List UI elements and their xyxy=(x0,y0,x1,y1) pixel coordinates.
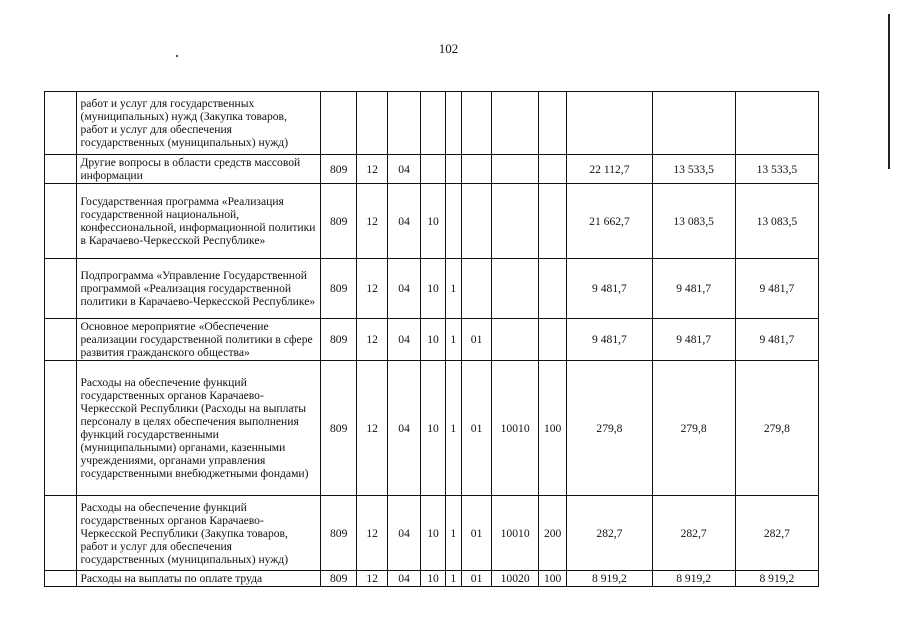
amount-year-1-cell: 279,8 xyxy=(567,361,652,496)
table-row xyxy=(45,496,819,571)
row-name-cell: Основное мероприятие «Обеспечение реализации государственной политики в сфере развития гражданского общества» xyxy=(77,319,320,361)
amount-year-1-cell: 22 112,7 xyxy=(567,155,652,184)
expense-code-cell: 10010 xyxy=(492,496,539,571)
expense-type-code-cell xyxy=(538,184,566,259)
amount-year-3-cell: 279,8 xyxy=(735,361,818,496)
expense-type-code-cell xyxy=(538,155,566,184)
subprogram-code-cell: 1 xyxy=(445,571,461,587)
subsection-code-cell xyxy=(387,92,420,155)
subsection-code-cell: 04 xyxy=(387,259,420,319)
subsection-code-cell: 04 xyxy=(387,496,420,571)
subprogram-code-cell: 1 xyxy=(445,496,461,571)
row-name-cell: Подпрограмма «Управление Государственной программой «Реализация государственной политики в Карачаево-Черкесской Республике» xyxy=(77,259,320,319)
expense-code-cell xyxy=(492,319,539,361)
amount-year-3-cell: 9 481,7 xyxy=(735,259,818,319)
row-name-cell: Другие вопросы в области средств массовой информации xyxy=(77,155,320,184)
section-code-cell xyxy=(357,92,387,155)
expense-code-cell xyxy=(492,92,539,155)
table-row xyxy=(45,92,819,155)
program-code-cell xyxy=(421,155,445,184)
amount-year-2-cell: 279,8 xyxy=(652,361,735,496)
amount-year-2-cell xyxy=(652,92,735,155)
amount-year-2-cell: 13 533,5 xyxy=(652,155,735,184)
page-number: 102 xyxy=(438,41,459,56)
expense-type-code-cell xyxy=(538,319,566,361)
budget-table-body xyxy=(45,92,819,587)
expense-type-code-cell: 100 xyxy=(538,571,566,587)
section-code-cell: 12 xyxy=(357,571,387,587)
table-row xyxy=(45,571,819,587)
amount-year-1-cell xyxy=(567,92,652,155)
amount-year-3-cell: 13 533,5 xyxy=(735,155,818,184)
event-code-cell xyxy=(461,155,491,184)
amount-year-2-cell: 9 481,7 xyxy=(652,259,735,319)
amount-year-3-cell xyxy=(735,92,818,155)
program-code-cell xyxy=(421,92,445,155)
amount-year-3-cell: 282,7 xyxy=(735,496,818,571)
table-row xyxy=(45,155,819,184)
amount-year-2-cell: 8 919,2 xyxy=(652,571,735,587)
subprogram-code-cell: 1 xyxy=(445,259,461,319)
expense-type-code-cell: 200 xyxy=(538,496,566,571)
event-code-cell xyxy=(461,92,491,155)
expense-type-code-cell xyxy=(538,259,566,319)
table-row xyxy=(45,184,819,259)
dept-code-cell: 809 xyxy=(320,361,357,496)
row-name-cell: Расходы на обеспечение функций государственных органов Карачаево-Черкесской Республики (Расходы на выплаты персоналу в целях обеспечения выполнения функций государственными (муниципальными) органами, казенными учреждениями, органами управления государственными внебюджетными фондами) xyxy=(77,361,320,496)
row-margin-cell xyxy=(45,496,77,571)
expense-code-cell xyxy=(492,155,539,184)
section-code-cell: 12 xyxy=(357,496,387,571)
row-margin-cell xyxy=(45,259,77,319)
amount-year-1-cell: 21 662,7 xyxy=(567,184,652,259)
row-margin-cell xyxy=(45,319,77,361)
subsection-code-cell: 04 xyxy=(387,319,420,361)
table-row xyxy=(45,319,819,361)
event-code-cell: 01 xyxy=(461,319,491,361)
row-margin-cell xyxy=(45,361,77,496)
row-name-cell: Расходы на обеспечение функций государственных органов Карачаево-Черкесской Республики (Закупка товаров, работ и услуг для обеспечения государственных (муниципальных) нужд) xyxy=(77,496,320,571)
amount-year-1-cell: 8 919,2 xyxy=(567,571,652,587)
table-row xyxy=(45,259,819,319)
dept-code-cell: 809 xyxy=(320,184,357,259)
section-code-cell: 12 xyxy=(357,184,387,259)
dept-code-cell: 809 xyxy=(320,155,357,184)
expense-code-cell xyxy=(492,259,539,319)
event-code-cell xyxy=(461,259,491,319)
page-edge-line xyxy=(888,14,890,169)
amount-year-2-cell: 13 083,5 xyxy=(652,184,735,259)
section-code-cell: 12 xyxy=(357,319,387,361)
amount-year-3-cell: 9 481,7 xyxy=(735,319,818,361)
subsection-code-cell: 04 xyxy=(387,184,420,259)
program-code-cell: 10 xyxy=(421,259,445,319)
event-code-cell: 01 xyxy=(461,571,491,587)
row-name-cell: Государственная программа «Реализация государственной национальной, конфессиональной, информационной политики в Карачаево-Черкесской Республике» xyxy=(77,184,320,259)
amount-year-2-cell: 9 481,7 xyxy=(652,319,735,361)
dept-code-cell xyxy=(320,92,357,155)
dept-code-cell: 809 xyxy=(320,571,357,587)
program-code-cell: 10 xyxy=(421,319,445,361)
expense-code-cell xyxy=(492,184,539,259)
subprogram-code-cell: 1 xyxy=(445,361,461,496)
expense-type-code-cell xyxy=(538,92,566,155)
subprogram-code-cell: 1 xyxy=(445,319,461,361)
row-name-cell: работ и услуг для государственных (муниципальных) нужд (Закупка товаров, работ и услуг для обеспечения государственных (муниципальных) нужд) xyxy=(77,92,320,155)
amount-year-1-cell: 282,7 xyxy=(567,496,652,571)
dept-code-cell: 809 xyxy=(320,259,357,319)
program-code-cell: 10 xyxy=(421,496,445,571)
row-margin-cell xyxy=(45,155,77,184)
amount-year-1-cell: 9 481,7 xyxy=(567,319,652,361)
program-code-cell: 10 xyxy=(421,361,445,496)
row-margin-cell xyxy=(45,92,77,155)
section-code-cell: 12 xyxy=(357,361,387,496)
amount-year-1-cell: 9 481,7 xyxy=(567,259,652,319)
row-margin-cell xyxy=(45,571,77,587)
amount-year-3-cell: 13 083,5 xyxy=(735,184,818,259)
program-code-cell: 10 xyxy=(421,184,445,259)
expense-type-code-cell: 100 xyxy=(538,361,566,496)
event-code-cell xyxy=(461,184,491,259)
subprogram-code-cell xyxy=(445,184,461,259)
row-name-cell: Расходы на выплаты по оплате труда xyxy=(77,571,320,587)
scan-speck xyxy=(176,55,178,57)
table-row xyxy=(45,361,819,496)
subsection-code-cell: 04 xyxy=(387,361,420,496)
event-code-cell: 01 xyxy=(461,496,491,571)
program-code-cell: 10 xyxy=(421,571,445,587)
section-code-cell: 12 xyxy=(357,259,387,319)
event-code-cell: 01 xyxy=(461,361,491,496)
budget-table xyxy=(44,91,819,587)
expense-code-cell: 10010 xyxy=(492,361,539,496)
subprogram-code-cell xyxy=(445,92,461,155)
subprogram-code-cell xyxy=(445,155,461,184)
expense-code-cell: 10020 xyxy=(492,571,539,587)
subsection-code-cell: 04 xyxy=(387,571,420,587)
dept-code-cell: 809 xyxy=(320,496,357,571)
amount-year-3-cell: 8 919,2 xyxy=(735,571,818,587)
row-margin-cell xyxy=(45,184,77,259)
amount-year-2-cell: 282,7 xyxy=(652,496,735,571)
subsection-code-cell: 04 xyxy=(387,155,420,184)
dept-code-cell: 809 xyxy=(320,319,357,361)
section-code-cell: 12 xyxy=(357,155,387,184)
